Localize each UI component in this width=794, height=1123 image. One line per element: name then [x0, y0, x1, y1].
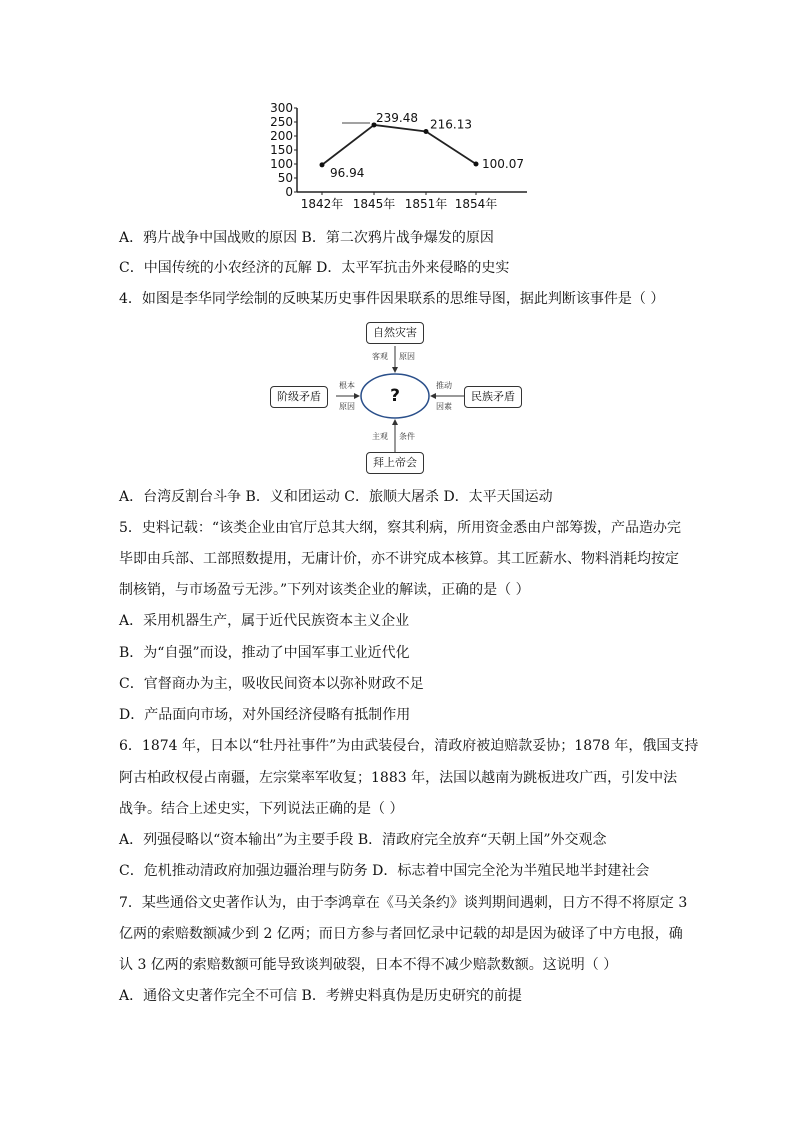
data-point	[424, 129, 429, 134]
q5-option-a: A．采用机器生产，属于近代民族资本主义企业	[119, 613, 410, 629]
q4-stem: 4．如图是李华同学绘制的反映某历史事件因果联系的思维导图，据此判断该事件是（ ）	[119, 291, 665, 307]
y-tick-label: 300	[270, 101, 293, 115]
box-natural-disaster: 自然灾害	[366, 322, 424, 344]
bottom-label-1: 主观	[372, 432, 388, 441]
q7-stem-3: 认 3 亿两的索赔数额可能导致谈判破裂，日本不得不减少赔款数额。这说明（ ）	[119, 957, 618, 973]
bottom-label-2: 条件	[399, 432, 415, 441]
right-label-2: 因素	[436, 402, 452, 411]
data-label: 239.48	[376, 110, 418, 125]
data-label: 96.94	[330, 165, 365, 180]
y-tick-label: 50	[277, 171, 293, 185]
data-label: 216.13	[430, 117, 472, 132]
line-chart	[262, 96, 542, 218]
x-tick-label: 1851年	[404, 197, 448, 211]
data-label: 100.07	[482, 156, 524, 171]
y-tick-label: 200	[270, 129, 293, 143]
q5-option-d: D．产品面向市场，对外国经济侵略有抵制作用	[119, 707, 411, 723]
q6-options-1: A．列强侵略以“资本输出”为主要手段 B．清政府完全放弃“天朝上国”外交观念	[119, 832, 607, 848]
x-tick-label: 1845年	[352, 197, 396, 211]
q7-stem-2: 亿两的索赔数额减少到 2 亿两；而日方参与者回忆录中记载的却是因为破译了中方电报，确	[119, 926, 683, 942]
y-tick-label: 100	[270, 157, 293, 171]
right-label-1: 推动	[436, 381, 452, 390]
mind-map-diagram	[268, 318, 526, 478]
data-point	[474, 161, 479, 166]
y-tick-label: 0	[285, 185, 293, 199]
q7-options-1: A．通俗文史著作完全不可信 B．考辨史料真伪是历史研究的前提	[119, 988, 522, 1004]
y-tick-label: 150	[270, 143, 293, 157]
box-god-worship-society: 拜上帝会	[366, 452, 424, 474]
x-tick-label: 1854年	[454, 197, 498, 211]
q6-stem-1: 6．1874 年，日本以“牡丹社事件”为由武装侵台，清政府被迫赔款妥协；1878 年，俄国支持	[119, 738, 699, 754]
q5-option-b: B．为“自强”而设，推动了中国军事工业近代化	[119, 645, 410, 661]
q3-options-line-2: C．中国传统的小农经济的瓦解 D．太平军抗击外来侵略的史实	[119, 260, 510, 276]
q5-stem-3: 制核销，与市场盈亏无涉。”下列对该类企业的解读，正确的是（ ）	[119, 582, 530, 598]
q5-option-c: C．官督商办为主，吸收民间资本以弥补财政不足	[119, 676, 424, 692]
left-label-1: 根本	[339, 381, 355, 390]
q5-stem-1: 5．史料记载：“该类企业由官厅总其大纲，察其利病，所用资金悉由户部筹拨，产品造办完	[119, 520, 682, 536]
q6-stem-2: 阿古柏政权侵占南疆，左宗棠率军收复；1883 年，法国以越南为跳板进攻广西，引发中法	[119, 770, 678, 786]
q4-options: A．台湾反割台斗争 B．义和团运动 C．旅顺大屠杀 D．太平天国运动	[119, 489, 553, 505]
q6-stem-3: 战争。结合上述史实，下列说法正确的是（ ）	[119, 801, 404, 817]
q5-stem-2: 毕即由兵部、工部照数提用，无庸计价，亦不讲究成本核算。其工匠薪水、物料消耗均按定	[119, 551, 679, 567]
top-label-2: 原因	[399, 352, 415, 361]
q3-options-line-1: A．鸦片战争中国战败的原因 B．第二次鸦片战争爆发的原因	[119, 230, 494, 246]
box-ethnic-conflict: 民族矛盾	[464, 386, 522, 408]
x-tick-label: 1842年	[300, 197, 344, 211]
data-point	[320, 162, 325, 167]
y-tick-label: 250	[270, 115, 293, 129]
q6-options-2: C．危机推动清政府加强边疆治理与防务 D．标志着中国完全沦为半殖民地半封建社会	[119, 863, 650, 879]
center-question-mark: ?	[390, 386, 400, 406]
top-label-1: 客观	[372, 352, 388, 361]
q7-stem-1: 7．某些通俗文史著作认为，由于李鸿章在《马关条约》谈判期间遇刺，日方不得不将原定 3	[119, 895, 688, 911]
box-class-conflict: 阶级矛盾	[270, 386, 328, 408]
left-label-2: 原因	[339, 402, 355, 411]
